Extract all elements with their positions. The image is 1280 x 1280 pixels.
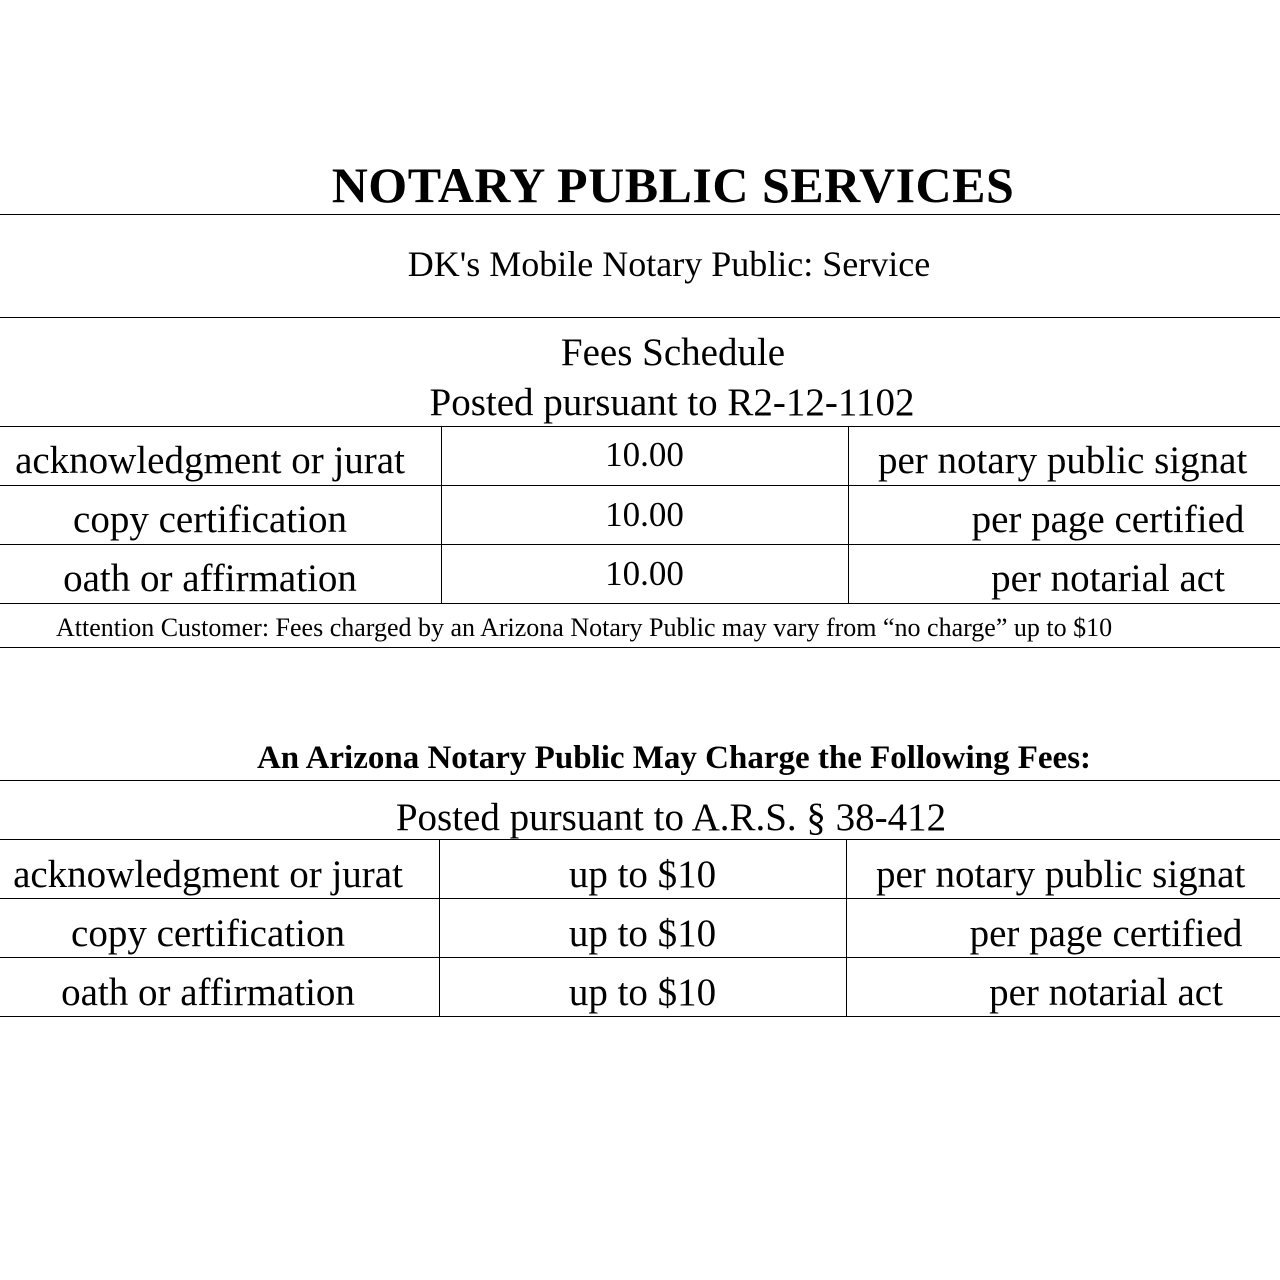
statutory-row-service: oath or affirmation: [61, 971, 355, 1014]
schedule-row-fee: 10.00: [605, 554, 684, 593]
statutory-row-fee: up to $10: [568, 912, 717, 955]
statutory-row-fee: up to $10: [568, 853, 717, 896]
table-border: [0, 957, 1280, 958]
table-border: [0, 1016, 1280, 1017]
table-border: [0, 898, 1280, 899]
schedule-row-service: oath or affirmation: [63, 557, 357, 600]
table-border: [0, 485, 1280, 486]
table-border: [0, 839, 1280, 840]
schedule-row-unit: per page certified: [971, 498, 1245, 541]
table-border: [0, 603, 1280, 604]
statutory-heading: An Arizona Notary Public May Charge the Following Fees:: [256, 740, 1092, 776]
schedule-row-unit: per notarial act: [991, 557, 1225, 600]
table-border: [0, 544, 1280, 545]
schedule-row-fee: 10.00: [605, 495, 684, 534]
schedule-title: Fees Schedule: [560, 331, 786, 374]
statutory-row-fee: up to $10: [568, 971, 717, 1014]
statutory-row-unit: per notary public signat: [876, 853, 1246, 896]
schedule-subtitle: Posted pursuant to R2-12-1102: [429, 381, 915, 424]
divider: [0, 214, 1280, 215]
statutory-row-service: copy certification: [71, 912, 345, 955]
divider: [0, 317, 1280, 318]
divider: [0, 780, 1280, 781]
table-border: [0, 426, 1280, 427]
schedule-row-service: acknowledgment or jurat: [15, 439, 405, 482]
page-subtitle: DK's Mobile Notary Public: Service: [407, 244, 931, 284]
schedule-row-unit: per notary public signat: [878, 439, 1248, 482]
schedule-row-service: copy certification: [73, 498, 347, 541]
schedule-row-fee: 10.00: [605, 435, 684, 474]
statutory-row-service: acknowledgment or jurat: [13, 853, 403, 896]
statutory-subtitle: Posted pursuant to A.R.S. § 38-412: [395, 796, 947, 839]
statutory-row-unit: per notarial act: [989, 971, 1223, 1014]
page-title: NOTARY PUBLIC SERVICES: [331, 157, 1015, 213]
statutory-row-unit: per page certified: [969, 912, 1243, 955]
divider: [0, 647, 1280, 648]
customer-notice: Attention Customer: Fees charged by an Arizona Notary Public may vary from “no charge” up to $10: [56, 613, 1113, 642]
